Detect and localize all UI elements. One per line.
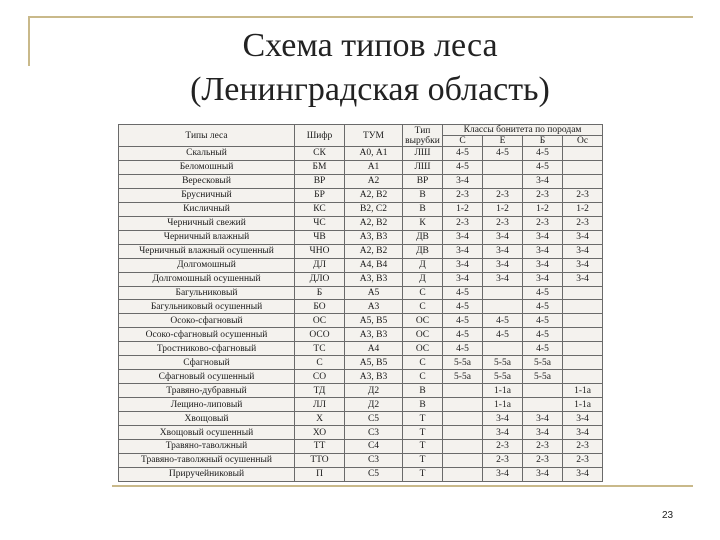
cut-type-cell: С xyxy=(403,370,443,384)
code-cell: ДЛ xyxy=(295,258,345,272)
cut-type-cell: С xyxy=(403,286,443,300)
tum-cell: А5, В5 xyxy=(345,356,403,370)
class-c-cell: 4-5 xyxy=(443,147,483,161)
cut-type-cell: В xyxy=(403,202,443,216)
class-os-cell: 2-3 xyxy=(563,216,603,230)
header-code: Шифр xyxy=(295,125,345,147)
class-e-cell xyxy=(483,160,523,174)
class-e-cell: 2-3 xyxy=(483,188,523,202)
class-os-cell: 1-1а xyxy=(563,384,603,398)
class-c-cell: 3-4 xyxy=(443,272,483,286)
table-row xyxy=(119,147,603,161)
title-line-1: Схема типов леса xyxy=(242,27,498,64)
cut-type-cell: Д xyxy=(403,272,443,286)
forest-type-name: Долгомошный осушенный xyxy=(119,272,295,286)
tum-cell: Д2 xyxy=(345,398,403,412)
class-c-cell: 5-5а xyxy=(443,370,483,384)
class-os-cell xyxy=(563,174,603,188)
class-os-cell xyxy=(563,314,603,328)
code-cell: ХО xyxy=(295,426,345,440)
class-e-cell: 4-5 xyxy=(483,314,523,328)
tum-cell: А4, В4 xyxy=(345,258,403,272)
class-e-cell: 1-2 xyxy=(483,202,523,216)
tum-cell: А2, В2 xyxy=(345,188,403,202)
code-cell: СК xyxy=(295,147,345,161)
code-cell: ЧС xyxy=(295,216,345,230)
table-body xyxy=(119,147,603,482)
class-b-cell: 1-2 xyxy=(523,202,563,216)
cut-type-cell: ДВ xyxy=(403,244,443,258)
tum-cell: А1 xyxy=(345,160,403,174)
class-e-cell: 2-3 xyxy=(483,216,523,230)
class-c-cell: 4-5 xyxy=(443,314,483,328)
class-e-cell: 1-1а xyxy=(483,384,523,398)
class-c-cell: 3-4 xyxy=(443,244,483,258)
class-b-cell: 5-5а xyxy=(523,370,563,384)
table-row xyxy=(119,202,603,216)
header-species-b: Б xyxy=(523,136,563,147)
class-b-cell: 3-4 xyxy=(523,230,563,244)
table-row xyxy=(119,356,603,370)
class-b-cell: 4-5 xyxy=(523,314,563,328)
table-row xyxy=(119,230,603,244)
code-cell: ОС xyxy=(295,314,345,328)
class-os-cell: 3-4 xyxy=(563,412,603,426)
class-e-cell: 2-3 xyxy=(483,453,523,467)
forest-type-name: Травяно-дубравный xyxy=(119,384,295,398)
cut-type-cell: Т xyxy=(403,412,443,426)
class-c-cell xyxy=(443,440,483,454)
class-os-cell: 3-4 xyxy=(563,426,603,440)
class-b-cell: 3-4 xyxy=(523,426,563,440)
class-os-cell: 3-4 xyxy=(563,467,603,481)
class-e-cell xyxy=(483,300,523,314)
table-row xyxy=(119,412,603,426)
class-c-cell: 2-3 xyxy=(443,216,483,230)
code-cell: ТС xyxy=(295,342,345,356)
cut-type-cell: С xyxy=(403,300,443,314)
header-forest-type: Типы леса xyxy=(119,125,295,147)
code-cell: Х xyxy=(295,412,345,426)
table-row xyxy=(119,286,603,300)
class-c-cell: 4-5 xyxy=(443,300,483,314)
table-row xyxy=(119,398,603,412)
class-e-cell: 3-4 xyxy=(483,412,523,426)
code-cell: БО xyxy=(295,300,345,314)
class-b-cell: 4-5 xyxy=(523,300,563,314)
class-e-cell: 2-3 xyxy=(483,440,523,454)
code-cell: ОСО xyxy=(295,328,345,342)
forest-type-name: Вересковый xyxy=(119,174,295,188)
class-e-cell xyxy=(483,286,523,300)
decorative-frame-top xyxy=(28,16,693,18)
cut-type-cell: ЛШ xyxy=(403,147,443,161)
cut-type-cell: Т xyxy=(403,453,443,467)
cut-type-cell: В xyxy=(403,384,443,398)
header-species-c: С xyxy=(443,136,483,147)
cut-type-cell: ЛШ xyxy=(403,160,443,174)
class-b-cell: 3-4 xyxy=(523,272,563,286)
forest-type-name: Черничный влажный осушенный xyxy=(119,244,295,258)
class-c-cell: 1-2 xyxy=(443,202,483,216)
code-cell: ТТО xyxy=(295,453,345,467)
forest-type-name: Хвощовый xyxy=(119,412,295,426)
table-row xyxy=(119,467,603,481)
code-cell: Б xyxy=(295,286,345,300)
code-cell: ЧВ xyxy=(295,230,345,244)
header-species-e: Е xyxy=(483,136,523,147)
class-b-cell: 2-3 xyxy=(523,216,563,230)
forest-type-name: Тростниково-сфагновый xyxy=(119,342,295,356)
cut-type-cell: Т xyxy=(403,426,443,440)
code-cell: ВР xyxy=(295,174,345,188)
class-b-cell: 5-5а xyxy=(523,356,563,370)
tum-cell: С5 xyxy=(345,467,403,481)
forest-type-name: Травяно-таволжный осушенный xyxy=(119,453,295,467)
class-c-cell: 4-5 xyxy=(443,328,483,342)
header-tum: ТУМ xyxy=(345,125,403,147)
class-b-cell: 3-4 xyxy=(523,467,563,481)
class-os-cell: 2-3 xyxy=(563,188,603,202)
code-cell: С xyxy=(295,356,345,370)
class-c-cell xyxy=(443,453,483,467)
forest-type-name: Черничный свежий xyxy=(119,216,295,230)
class-c-cell: 4-5 xyxy=(443,160,483,174)
class-b-cell: 4-5 xyxy=(523,342,563,356)
class-c-cell xyxy=(443,467,483,481)
class-b-cell: 3-4 xyxy=(523,244,563,258)
table-row xyxy=(119,272,603,286)
forest-type-name: Скальный xyxy=(119,147,295,161)
tum-cell: А0, А1 xyxy=(345,147,403,161)
class-e-cell: 4-5 xyxy=(483,328,523,342)
tum-cell: А3, В3 xyxy=(345,272,403,286)
tum-cell: А5 xyxy=(345,286,403,300)
class-c-cell: 4-5 xyxy=(443,286,483,300)
class-c-cell: 5-5а xyxy=(443,356,483,370)
class-e-cell: 5-5а xyxy=(483,356,523,370)
cut-type-cell: В xyxy=(403,398,443,412)
class-e-cell: 3-4 xyxy=(483,272,523,286)
code-cell: ЧНО xyxy=(295,244,345,258)
cut-type-cell: ОС xyxy=(403,342,443,356)
class-os-cell xyxy=(563,328,603,342)
code-cell: ДЛО xyxy=(295,272,345,286)
tum-cell: А3, В3 xyxy=(345,370,403,384)
class-e-cell: 3-4 xyxy=(483,467,523,481)
tum-cell: А5, В5 xyxy=(345,314,403,328)
forest-type-name: Травяно-таволжный xyxy=(119,440,295,454)
class-os-cell xyxy=(563,147,603,161)
cut-type-cell: В xyxy=(403,188,443,202)
class-os-cell: 1-2 xyxy=(563,202,603,216)
table-row xyxy=(119,426,603,440)
class-os-cell: 3-4 xyxy=(563,272,603,286)
code-cell: СО xyxy=(295,370,345,384)
code-cell: БР xyxy=(295,188,345,202)
class-os-cell xyxy=(563,286,603,300)
tum-cell: А3, В3 xyxy=(345,230,403,244)
table-row xyxy=(119,328,603,342)
forest-type-name: Хвощовый осушенный xyxy=(119,426,295,440)
slide-title xyxy=(60,24,680,112)
tum-cell: С3 xyxy=(345,426,403,440)
class-c-cell: 3-4 xyxy=(443,230,483,244)
class-b-cell: 3-4 xyxy=(523,174,563,188)
tum-cell: А3, В3 xyxy=(345,328,403,342)
forest-types-table xyxy=(118,124,603,482)
table-row xyxy=(119,160,603,174)
forest-type-name: Сфагновый xyxy=(119,356,295,370)
class-os-cell xyxy=(563,342,603,356)
class-e-cell xyxy=(483,342,523,356)
table-row xyxy=(119,314,603,328)
class-c-cell xyxy=(443,412,483,426)
forest-type-name: Осоко-сфагновый xyxy=(119,314,295,328)
table-row xyxy=(119,370,603,384)
tum-cell: А2 xyxy=(345,174,403,188)
class-b-cell: 4-5 xyxy=(523,286,563,300)
tum-cell: С4 xyxy=(345,440,403,454)
table-row xyxy=(119,244,603,258)
class-e-cell: 3-4 xyxy=(483,230,523,244)
tum-cell: А2, В2 xyxy=(345,244,403,258)
class-b-cell: 2-3 xyxy=(523,188,563,202)
class-os-cell xyxy=(563,300,603,314)
table-row xyxy=(119,342,603,356)
code-cell: КС xyxy=(295,202,345,216)
forest-type-name: Багульниковый осушенный xyxy=(119,300,295,314)
class-e-cell: 4-5 xyxy=(483,147,523,161)
forest-type-name: Черничный влажный xyxy=(119,230,295,244)
class-b-cell xyxy=(523,384,563,398)
class-b-cell: 4-5 xyxy=(523,160,563,174)
decorative-frame-vertical xyxy=(28,16,30,66)
table-row xyxy=(119,188,603,202)
forest-type-name: Багульниковый xyxy=(119,286,295,300)
tum-cell: А3 xyxy=(345,300,403,314)
code-cell: ТД xyxy=(295,384,345,398)
class-os-cell: 2-3 xyxy=(563,440,603,454)
class-c-cell xyxy=(443,384,483,398)
forest-type-name: Сфагновый осушенный xyxy=(119,370,295,384)
class-b-cell: 4-5 xyxy=(523,147,563,161)
cut-type-cell: Д xyxy=(403,258,443,272)
class-c-cell xyxy=(443,426,483,440)
class-os-cell: 3-4 xyxy=(563,230,603,244)
tum-cell: С5 xyxy=(345,412,403,426)
header-species-os: Ос xyxy=(563,136,603,147)
cut-type-cell: К xyxy=(403,216,443,230)
forest-type-name: Приручейниковый xyxy=(119,467,295,481)
forest-type-name: Брусничный xyxy=(119,188,295,202)
class-os-cell: 3-4 xyxy=(563,258,603,272)
table-header-row xyxy=(119,125,603,136)
table-row xyxy=(119,216,603,230)
forest-types-table-container xyxy=(118,124,602,482)
tum-cell: С3 xyxy=(345,453,403,467)
class-b-cell: 4-5 xyxy=(523,328,563,342)
class-c-cell: 3-4 xyxy=(443,174,483,188)
cut-type-cell: С xyxy=(403,356,443,370)
class-e-cell xyxy=(483,174,523,188)
title-line-2: (Ленинградская область) xyxy=(190,71,550,108)
class-b-cell: 2-3 xyxy=(523,453,563,467)
class-e-cell: 3-4 xyxy=(483,426,523,440)
forest-type-name: Долгомошный xyxy=(119,258,295,272)
header-cut-type: Тип вырубки xyxy=(403,125,443,147)
cut-type-cell: Т xyxy=(403,467,443,481)
cut-type-cell: ОС xyxy=(403,314,443,328)
cut-type-cell: ДВ xyxy=(403,230,443,244)
cut-type-cell: ОС xyxy=(403,328,443,342)
class-b-cell: 2-3 xyxy=(523,440,563,454)
class-e-cell: 3-4 xyxy=(483,244,523,258)
forest-type-name: Беломошный xyxy=(119,160,295,174)
class-os-cell xyxy=(563,160,603,174)
cut-type-cell: Т xyxy=(403,440,443,454)
class-e-cell: 1-1а xyxy=(483,398,523,412)
tum-cell: А2, В2 xyxy=(345,216,403,230)
class-c-cell: 3-4 xyxy=(443,258,483,272)
class-os-cell: 3-4 xyxy=(563,244,603,258)
forest-type-name: Кисличный xyxy=(119,202,295,216)
class-os-cell: 2-3 xyxy=(563,453,603,467)
class-b-cell: 3-4 xyxy=(523,258,563,272)
tum-cell: Д2 xyxy=(345,384,403,398)
class-b-cell: 3-4 xyxy=(523,412,563,426)
page-number: 23 xyxy=(662,510,674,521)
table-row xyxy=(119,174,603,188)
class-c-cell: 2-3 xyxy=(443,188,483,202)
class-c-cell: 4-5 xyxy=(443,342,483,356)
code-cell: П xyxy=(295,467,345,481)
class-os-cell xyxy=(563,370,603,384)
table-row xyxy=(119,453,603,467)
table-row xyxy=(119,384,603,398)
tum-cell: А4 xyxy=(345,342,403,356)
class-os-cell xyxy=(563,356,603,370)
table-row xyxy=(119,258,603,272)
class-b-cell xyxy=(523,398,563,412)
table-row xyxy=(119,440,603,454)
class-e-cell: 3-4 xyxy=(483,258,523,272)
cut-type-cell: ВР xyxy=(403,174,443,188)
class-os-cell: 1-1а xyxy=(563,398,603,412)
code-cell: ТТ xyxy=(295,440,345,454)
forest-type-name: Лещино-липовый xyxy=(119,398,295,412)
forest-type-name: Осоко-сфагновый осушенный xyxy=(119,328,295,342)
table-row xyxy=(119,300,603,314)
tum-cell: В2, С2 xyxy=(345,202,403,216)
header-classes: Классы бонитета по породам xyxy=(443,125,603,136)
code-cell: БМ xyxy=(295,160,345,174)
code-cell: ЛЛ xyxy=(295,398,345,412)
class-c-cell xyxy=(443,398,483,412)
decorative-frame-bottom xyxy=(112,485,693,487)
class-e-cell: 5-5а xyxy=(483,370,523,384)
